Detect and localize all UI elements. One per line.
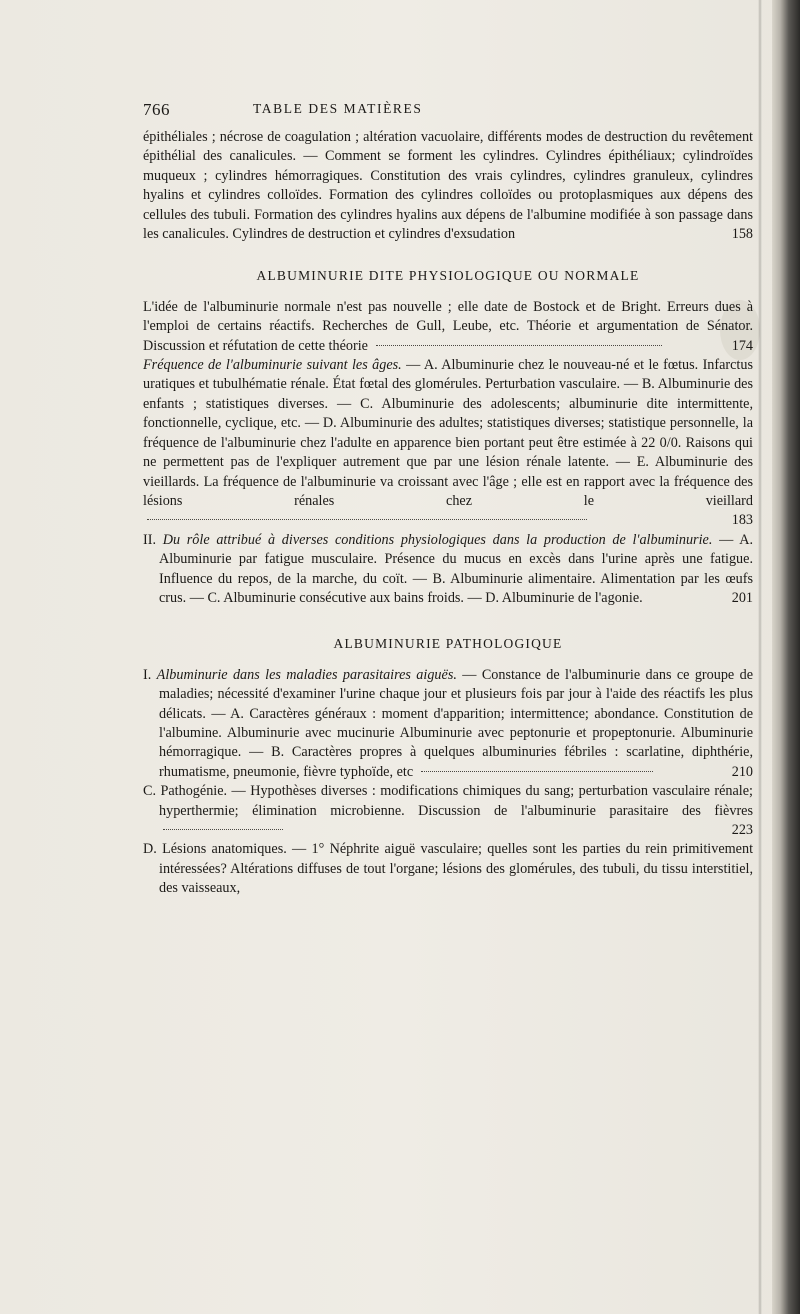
intro-entry bbox=[143, 128, 753, 244]
entry-text: Lésions anatomiques. — 1° Néphrite aiguë vasculaire; quelles sont les parties du rein primitivement intéressées? Altérations diffuses de tout l'organe; lésions des glomérules, des tubuli, du tissu interstitiel, des vaisseaux, bbox=[159, 841, 754, 897]
intro-page: 158 bbox=[731, 226, 753, 243]
toc-entry bbox=[143, 356, 753, 531]
toc-content bbox=[143, 128, 753, 899]
entry-lead: Du rôle attribué à diverses conditions physiologiques dans la production de l'albuminurie. bbox=[162, 531, 713, 548]
entry-text: — Constance de l'albuminurie dans ce groupe de maladies; nécessité d'examiner l'urine chaque jour et plusieurs fois par jour à l'aide des réactifs les plus délicats. — A. Caractères généraux : moment d'apparition; intermittence; abondance. Constitution de l'albumine. Albuminurie avec mucinurie Albuminurie avec peptonurie et propeptonurie. Albuminurie hémorragique. — B. Caractères propres à quelques albuminuries fébriles : scarlatine, diphthérie, rhumatisme, pneumonie, fièvre typhoïde, etc bbox=[159, 666, 753, 780]
dot-leader bbox=[376, 345, 662, 346]
entry-text: — A. Albuminurie chez le nouveau-né et le fœtus. Infarctus uratiques et tubulhématie rénale. État fœtal des glomérules. Perturbation vasculaire. — B. Albuminurie des enfants ; statistiques diverses. — C. Albuminurie des adolescents; albuminurie dite intermittente, fonctionnelle, cyclique, etc. — D. Albuminurie des adultes; statistiques diverses; statistique personnelle, la fréquence de l'albuminurie chez l'adulte en apparence bien portant peut être estimée à 22 0/0. Raisons qui ne permettent pas de l'expliquer autrement que par une lésion rénale latente. — E. Albuminurie des vieillards. La fréquence de l'albuminurie va croissant avec l'âge ; elle est en rapport avec la fréquence des lésions rénales chez le vieillard bbox=[143, 357, 753, 509]
dot-leader bbox=[147, 519, 587, 520]
entry-lead: Albuminurie dans les maladies parasitaires aiguës. bbox=[156, 666, 457, 683]
section-title-pathologique: ALBUMINURIE PATHOLOGIQUE bbox=[333, 636, 563, 652]
intro-text: épithéliales ; nécrose de coagulation ; altération vacuolaire, différents modes de destruction du revêtement épithélial des canalicules. — Comment se forment les cylindres. Cylindres épithéliaux; cylindroïdes muqueux ; cylindres hémorragiques. Constitution des vrais cylindres, cylindres granuleux, cylindres hyalins et cylindres colloïdes. Formation des cylindres colloïdes ou protoplasmiques aux dépens des cellules des tubuli. Formation des cylindres hyalins aux dépens de l'albumine modifiée à son passage dans les canalicules. Cylindres de destruction et cylindres d'exsudation bbox=[143, 129, 753, 243]
entry-page: 183 bbox=[731, 512, 753, 529]
running-title: TABLE DES MATIÈRES bbox=[253, 101, 423, 116]
entry-number: D. bbox=[143, 841, 163, 858]
entry-page: 201 bbox=[731, 589, 753, 606]
entry-text: Pathogénie. — Hypothèses diverses : modifications chimiques du sang; perturbation vasculaire rénale; hyperthermie; élimination microbienne. Discussion de l'albuminurie parasitaire des fièvres bbox=[159, 783, 753, 819]
entry-number: I. bbox=[143, 666, 157, 683]
toc-entry bbox=[143, 298, 753, 356]
entry-page: 174 bbox=[731, 337, 753, 354]
page-number: 766 bbox=[143, 100, 170, 119]
entry-lead: Fréquence de l'albuminurie suivant les âges. bbox=[143, 357, 402, 374]
book-edge bbox=[772, 0, 800, 1314]
toc-entry bbox=[143, 531, 753, 609]
entry-number: II. bbox=[143, 531, 163, 548]
dot-leader bbox=[421, 771, 653, 772]
toc-entry bbox=[143, 782, 753, 840]
toc-entry bbox=[143, 666, 753, 782]
page-header bbox=[143, 100, 732, 122]
dot-leader bbox=[163, 829, 283, 830]
toc-entry bbox=[143, 840, 753, 898]
section-title-physiologique: ALBUMINURIE DITE PHYSIOLOGIQUE OU NORMALE bbox=[256, 268, 640, 284]
entry-page: 210 bbox=[731, 763, 753, 780]
page-fold-shadow bbox=[758, 0, 762, 1314]
entry-text: L'idée de l'albuminurie normale n'est pas nouvelle ; elle date de Bostock et de Bright. Erreurs dues à l'emploi de certains réactifs. Recherches de Gull, Leube, etc. Théorie et argumentation de Sénator. Discussion et réfutation de cette théorie bbox=[143, 298, 753, 354]
entry-number: C. bbox=[143, 783, 161, 800]
entry-page: 223 bbox=[731, 822, 753, 839]
entry-text: — A. Albuminurie par fatigue musculaire. Présence du mucus en excès dans l'urine après une fatigue. Influence du repos, de la marche, du coït. — B. Albuminurie alimentaire. Alimentation par les œufs crus. — C. Albuminurie consécutive aux bains froids. — D. Albuminurie de l'agonie. bbox=[159, 531, 754, 606]
